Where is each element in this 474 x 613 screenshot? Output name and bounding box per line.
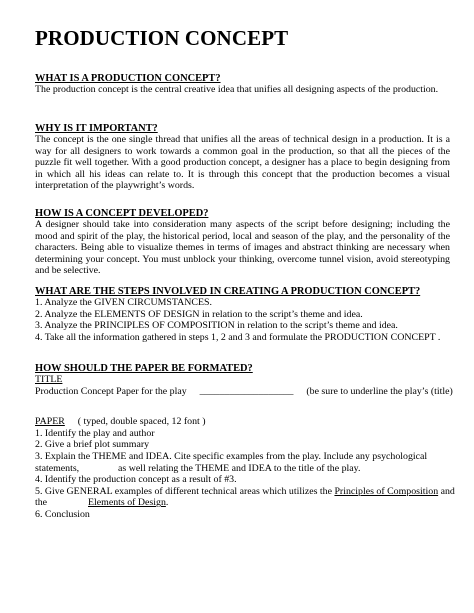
paper-line xyxy=(35,416,450,428)
section-body: The production concept is the central creative idea that unifies all designing aspects of the production. xyxy=(35,84,439,95)
section-heading: WHAT ARE THE STEPS INVOLVED IN CREATING A PRODUCTION CONCEPT? xyxy=(35,286,421,297)
step-item: 1. Analyze the GIVEN CIRCUMSTANCES. xyxy=(35,297,212,308)
paper-item: 4. Identify the production concept as a result of #3. xyxy=(35,474,237,486)
paper-label: PAPER xyxy=(35,416,65,428)
paper-item: 2. Give a brief plot summary xyxy=(35,439,150,451)
paper-item xyxy=(35,485,455,498)
item5-the: the xyxy=(35,497,48,509)
item5-text: 5. Give GENERAL examples of different technical areas which utilizes the xyxy=(35,485,332,497)
section-body: The concept is the one single thread that unifies all the areas of technical design in a production. It is a way for all designers to work towards a common goal in the production, so that all the pieces of the puzzle fit well together. With a good production concept, a designer has a place to begin designing from in which all his ideas can relate to. It is through this concept that the production becomes a visual interpretation of the playwright’s words. xyxy=(35,134,450,192)
section-how-developed xyxy=(35,208,450,277)
section-heading: HOW IS A CONCEPT DEVELOPED? xyxy=(35,208,209,219)
paper-item-continuation xyxy=(35,463,450,475)
title-instruction xyxy=(35,385,453,398)
section-why-important xyxy=(35,123,450,192)
title-line-end: (be sure to underline the play’s (title) xyxy=(306,385,453,397)
step-item: 4. Take all the information gathered in steps 1, 2 and 3 and formulate the PRODUCTION CONCEPT . xyxy=(35,331,441,343)
statements-text: as well relating the THEME and IDEA to the title of the play. xyxy=(118,462,361,474)
item5-period: . xyxy=(165,497,169,509)
section-paper-format xyxy=(35,363,455,521)
section-body: A designer should take into consideration many aspects of the script before designing; including the mood and spirit of the play, the historical period, local and season of the play, and the personality of the characters. Being able to visualize themes in terms of images and abstract thinking are necessary when determining your concept. You must unblock your thinking, overcome tunnel vision, avoid stereotyping and be selective. xyxy=(35,219,450,277)
paper-item: 3. Explain the THEME and IDEA. Cite specific examples from the play. Include any psychological xyxy=(35,450,428,462)
paper-item: 6. Conclusion xyxy=(35,508,90,520)
title-line-start: Production Concept Paper for the play xyxy=(35,385,187,397)
paper-item: 1. Identify the play and author xyxy=(35,427,155,439)
title-blank: ___________________ xyxy=(199,385,294,397)
paper-note: ( typed, double spaced, 12 font ) xyxy=(77,416,206,428)
document-title: PRODUCTION CONCEPT xyxy=(35,26,289,50)
section-heading: WHY IS IT IMPORTANT? xyxy=(35,123,158,134)
section-steps xyxy=(35,286,450,343)
title-label: TITLE xyxy=(35,374,63,385)
section-heading: HOW SHOULD THE PAPER BE FORMATED? xyxy=(35,363,253,374)
document-page xyxy=(35,26,455,520)
step-item: 2. Analyze the ELEMENTS OF DESIGN in relation to the script’s theme and idea. xyxy=(35,308,363,320)
section-heading: WHAT IS A PRODUCTION CONCEPT? xyxy=(35,73,221,84)
statements-label: statements, xyxy=(35,462,80,474)
section-what-is xyxy=(35,73,450,96)
step-item: 3. Analyze the PRINCIPLES OF COMPOSITION in relation to the script’s theme and idea. xyxy=(35,320,398,332)
principles-of-composition-link: Principles of Composition xyxy=(334,485,439,497)
paper-item-continuation xyxy=(35,497,450,509)
item5-and: and xyxy=(440,485,455,497)
elements-of-design-link: Elements of Design xyxy=(88,497,166,509)
